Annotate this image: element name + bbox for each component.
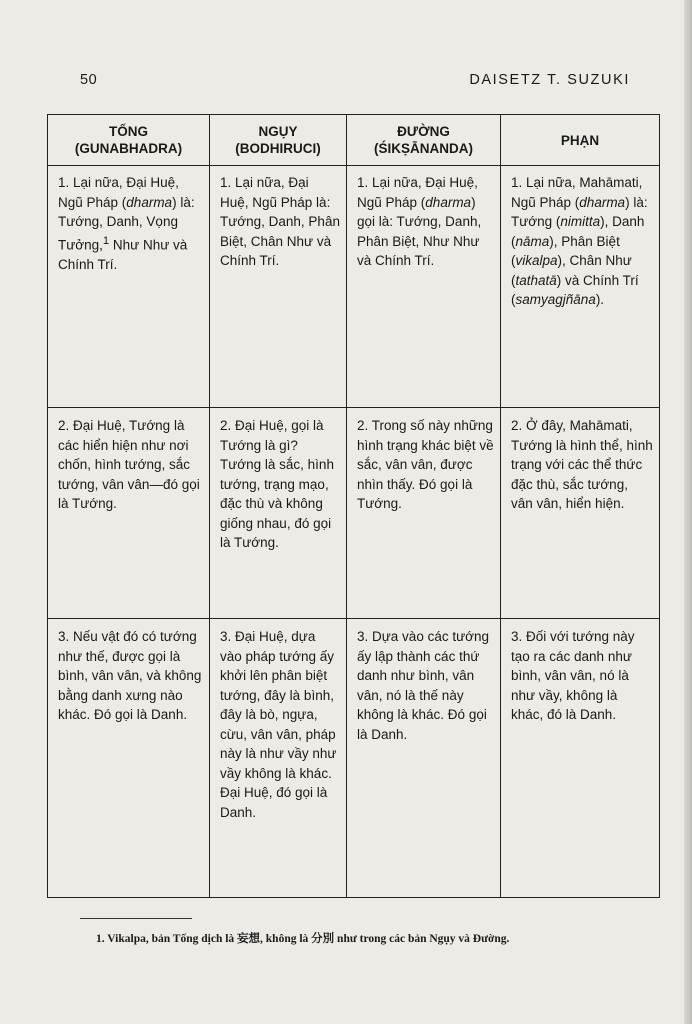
footnote-rule xyxy=(80,918,192,919)
table-cell xyxy=(501,619,660,898)
cell-text: 1. Lại nữa, Đại Huệ, Ngũ Pháp là: Tướng, Danh, Phân Biệt, Chân Như và Chính Trí. xyxy=(220,175,340,268)
table-cell xyxy=(501,166,660,408)
table-cell xyxy=(501,408,660,619)
cell-text: 3. Đối với tướng này tạo ra các danh như bình, vân vân, nó là như vầy, không là khác, đó là Danh. xyxy=(511,629,635,722)
cell-text: 1. Lại nữa, Đại Huệ, Ngũ Pháp (dharma) là: Tướng, Danh, Vọng Tưởng,$^1$ Như Như và Chính Trí. xyxy=(58,175,195,272)
column-header-line: (GUNABHADRA) xyxy=(74,141,183,156)
running-head-author: DAISETZ T. SUZUKI xyxy=(469,72,630,88)
table-cell xyxy=(210,408,347,619)
table-cell xyxy=(347,408,501,619)
translation-comparison-table xyxy=(47,114,660,898)
column-header-line: ĐƯỜNG xyxy=(397,124,450,139)
table-cell xyxy=(48,408,210,619)
footnote: 1. Vikalpa, bản Tống dịch là 妄想, không là 分別 như trong các bản Ngụy và Đường. xyxy=(96,933,510,945)
cell-text: 1. Lại nữa, Đại Huệ, Ngũ Pháp (dharma) gọi là: Tướng, Danh, Phân Biệt, Như Như và Chính Trí. xyxy=(357,175,482,268)
table-row xyxy=(48,166,660,408)
table-header-row xyxy=(48,115,660,166)
column-header-nguy xyxy=(210,115,347,166)
table-cell xyxy=(210,166,347,408)
cell-text: 3. Đại Huệ, dựa vào pháp tướng ấy khởi lên phân biệt tướng, đây là bình, đây là bò, ngựa, cừu, vân vân, pháp này là như vầy như vầy không là khác. Đại Huệ, đó gọi là Danh. xyxy=(220,629,337,820)
table-cell xyxy=(210,619,347,898)
column-header-line: NGỤY xyxy=(258,124,298,139)
column-header-line: TỐNG xyxy=(109,124,148,139)
running-head xyxy=(80,72,630,94)
column-header-duong xyxy=(347,115,501,166)
cell-text: 2. Đại Huệ, gọi là Tướng là gì? Tướng là sắc, hình tướng, trạng mạo, đặc thù và không giống nhau, đó gọi là Tướng. xyxy=(220,418,334,550)
cell-text: 2. Trong số này những hình trạng khác biệt về sắc, vân vân, được nhìn thấy. Đó gọi là Tướng. xyxy=(357,418,494,511)
cell-text: 3. Nếu vật đó có tướng như thế, được gọi là bình, vân vân, và không bằng danh xưng nào khác. Đó gọi là Danh. xyxy=(58,629,202,722)
cell-text: 2. Đại Huệ, Tướng là các hiển hiện như nơi chốn, hình tướng, sắc tướng, vân vân—đó gọi là Tướng. xyxy=(58,418,200,511)
table-cell xyxy=(347,619,501,898)
table-row xyxy=(48,408,660,619)
column-header-line: (ŚIKṢĀNANDA) xyxy=(374,141,473,156)
column-header-phan xyxy=(501,115,660,166)
column-header-line: PHẠN xyxy=(560,132,600,148)
table-row xyxy=(48,619,660,898)
column-header-line: (BODHIRUCI) xyxy=(235,141,321,156)
table-cell xyxy=(48,166,210,408)
cell-text: 2. Ở đây, Mahāmati, Tướng là hình thể, hình trạng với các thể thức đặc thù, sắc tướng, vân vân, hiển hiện. xyxy=(511,418,653,511)
cell-text: 3. Dựa vào các tướng ấy lập thành các thứ danh như bình, vân vân, nó là thế này không là khác. Đó gọi là Danh. xyxy=(357,629,489,742)
column-header-tong xyxy=(48,115,210,166)
table-cell xyxy=(48,619,210,898)
table-cell xyxy=(347,166,501,408)
page-number: 50 xyxy=(80,72,98,88)
page-edge xyxy=(684,0,692,1024)
cell-text: 1. Lại nữa, Mahāmati, Ngũ Pháp (dharma) là: Tướng (nimitta), Danh (nāma), Phân Biệt (vikalpa), Chân Như (tathatā) và Chính Trí (samyagjñāna). xyxy=(511,175,648,307)
